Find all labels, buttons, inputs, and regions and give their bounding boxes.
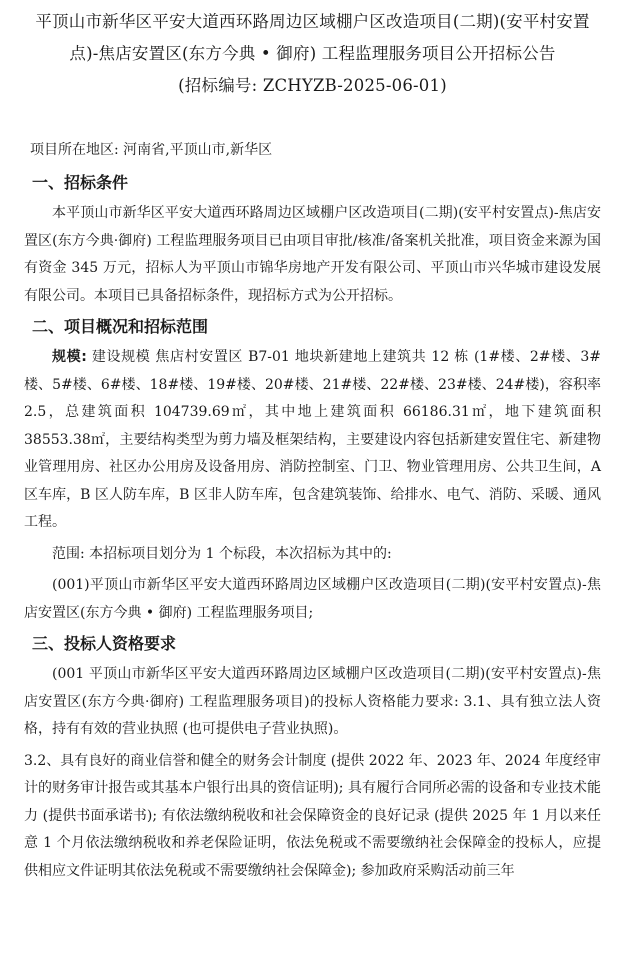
scale-label: 规模: — [52, 349, 87, 365]
title-line-2: 点)-焦店安置区(东方今典 • 御府) 工程监理服务项目公开招标公告 — [69, 44, 556, 63]
lot-description-paragraph: (001)平顶山市新华区平安大道西环路周边区域棚户区改造项目(二期)(安平村安置点)-焦店安置区(东方今典 • 御府) 工程监理服务项目; — [24, 577, 601, 621]
section-heading-tender-conditions: 一、招标条件 — [32, 173, 129, 192]
tender-number: (招标编号: ZCHYZB-2025-06-01) — [178, 76, 447, 95]
section-heading-bidder-qualifications: 三、投标人资格要求 — [32, 634, 177, 653]
title-line-1: 平顶山市新华区平安大道西环路周边区域棚户区改造项目(二期)(安平村安置 — [35, 12, 590, 31]
qualification-paragraph-1: (001 平顶山市新华区平安大道西环路周边区域棚户区改造项目(二期)(安平村安置点)-焦店安置区(东方今典·御府) 工程监理服务项目)的投标人资格能力要求: 3.1、具有独立法人资格，持有有效的营业执照 (也可提供电子营业执照)。 — [24, 666, 601, 737]
spacer — [24, 102, 601, 138]
project-region: 项目所在地区: 河南省,平顶山市,新华区 — [30, 142, 273, 158]
qualification-paragraph-2: 3.2、具有良好的商业信誉和健全的财务会计制度 (提供 2022 年、2023 年、2024 年度经审计的财务审计报告或其基本户银行出具的资信证明); 具有履行合同所必需的设备和专业技术能力 (提供书面承诺书); 有依法缴纳税收和社会保障资金的良好记录 (提供 2025 年 1 月以来任意 1 个月依法缴纳税收和养老保险证明，依法免税或不需要缴纳社会保障金的投标人，应提供相应文件证明其依法免税或不需要缴纳社会保障金); 参加政府采购活动前三年 — [24, 752, 601, 879]
tender-scope-paragraph: 范围: 本招标项目划分为 1 个标段，本次招标为其中的: — [52, 545, 392, 562]
tender-conditions-paragraph: 本平顶山市新华区平安大道西环路周边区域棚户区改造项目(二期)(安平村安置点)-焦店安置区(东方今典·御府) 工程监理服务项目已由项目审批/核准/备案机关批准，项目资金来源为国有资金 345 万元，招标人为平顶山市锦华房地产开发有限公司、平顶山市兴华城市建设发展有限公司。本项目已具备招标条件，现招标方式为公开招标。 — [24, 205, 601, 304]
section-heading-project-overview: 二、项目概况和招标范围 — [32, 317, 209, 336]
project-scale-paragraph — [24, 344, 601, 537]
scale-text: 建设规模 焦店村安置区 B7-01 地块新建地上建筑共 12 栋 (1#楼、2#楼、3#楼、5#楼、6#楼、18#楼、19#楼、20#楼、21#楼、22#楼、23#楼、24#楼)，容积率 2.5，总建筑面积 104739.69㎡，其中地上建筑面积 66186.31㎡，地下建筑面积 38553.38㎡，主要结构类型为剪力墙及框架结构，主要建设内容包括新建安置住宅、新建物业管理用房、社区办公用房及设备用房、消防控制室、门卫、物业管理用房、公共卫生间，A 区车库，B 区人防车库，B 区非人防车库，包含建筑装饰、给排水、电气、消防、采暖、通风工程。 — [24, 349, 601, 530]
notice-title — [24, 6, 601, 102]
